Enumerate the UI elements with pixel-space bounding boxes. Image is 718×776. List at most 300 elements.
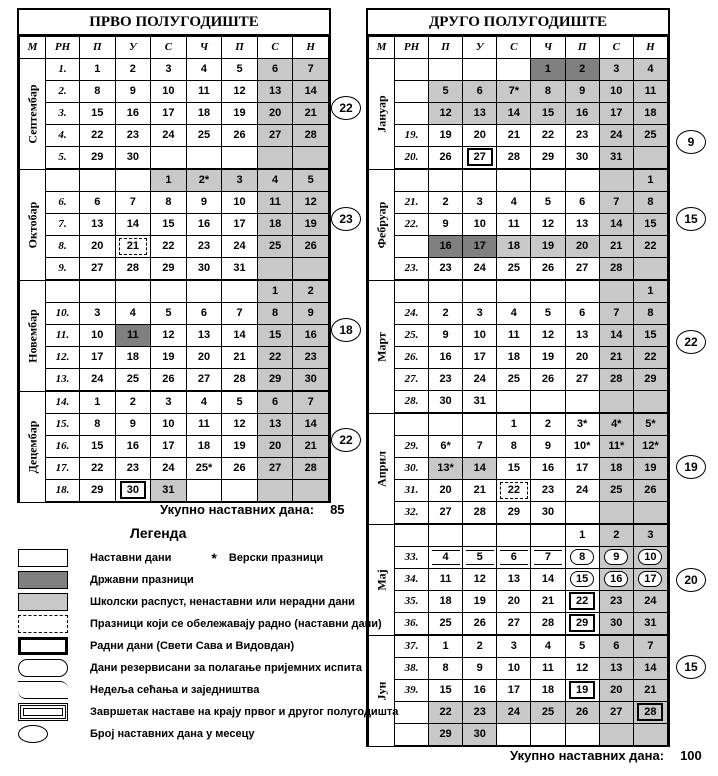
day-cell: 2 xyxy=(429,303,463,325)
day-cell: 9 xyxy=(429,325,463,347)
day-cell: 11 xyxy=(633,81,667,103)
day-cell: 5 xyxy=(531,192,565,214)
column-header: С xyxy=(497,37,531,59)
day-cell: 15 xyxy=(531,103,565,125)
month-count-circle: 22 xyxy=(331,428,361,452)
day-cell xyxy=(115,169,151,192)
day-cell xyxy=(497,724,531,747)
day-cell: 21 xyxy=(115,236,151,258)
day-cell xyxy=(186,480,222,503)
day-cell: 12 xyxy=(151,325,187,347)
day-cell: 28 xyxy=(531,613,565,636)
first-semester-calendar xyxy=(17,8,331,503)
day-cell: 26 xyxy=(151,369,187,392)
day-cell: 4 xyxy=(257,169,293,192)
legend-item xyxy=(18,592,355,612)
day-cell: 25 xyxy=(633,125,667,147)
column-header: Н xyxy=(293,37,329,59)
month-label: Септембар xyxy=(20,59,46,170)
day-cell: 16 xyxy=(115,103,151,125)
day-cell: 15 xyxy=(257,325,293,347)
column-header: Ч xyxy=(531,37,565,59)
week-number xyxy=(395,103,429,125)
day-cell: 20 xyxy=(257,103,293,125)
day-cell: 7 xyxy=(115,192,151,214)
day-cell: 8 xyxy=(633,303,667,325)
day-cell: 3 xyxy=(463,192,497,214)
day-cell: 29 xyxy=(80,147,116,170)
day-cell: 10 xyxy=(599,81,633,103)
day-cell: 2* xyxy=(186,169,222,192)
school-break-swatch xyxy=(18,593,68,611)
day-cell: 3 xyxy=(497,635,531,658)
day-cell: 17 xyxy=(222,214,258,236)
day-cell: 13 xyxy=(257,81,293,103)
week-number: 21. xyxy=(395,192,429,214)
day-cell: 22 xyxy=(497,480,531,502)
day-cell xyxy=(151,280,187,303)
day-cell: 5 xyxy=(531,303,565,325)
day-cell xyxy=(599,280,633,303)
week-number xyxy=(395,169,429,192)
day-cell: 30 xyxy=(565,147,599,170)
month-count-circle: 15 xyxy=(676,207,706,231)
day-cell: 23 xyxy=(115,458,151,480)
day-cell: 14 xyxy=(599,325,633,347)
month-label: Децембар xyxy=(20,391,46,502)
day-cell xyxy=(293,147,329,170)
day-cell: 15 xyxy=(429,680,463,702)
day-cell: 24 xyxy=(222,236,258,258)
day-cell: 6 xyxy=(565,192,599,214)
day-cell: 8 xyxy=(531,81,565,103)
day-cell: 20 xyxy=(257,436,293,458)
day-cell: 15 xyxy=(151,214,187,236)
week-number: 33. xyxy=(395,547,429,569)
legend-item xyxy=(18,636,294,656)
day-cell xyxy=(565,169,599,192)
working-day-swatch xyxy=(18,637,68,655)
day-cell xyxy=(115,280,151,303)
day-cell: 11 xyxy=(186,414,222,436)
week-number: 27. xyxy=(395,369,429,391)
day-cell: 28 xyxy=(293,458,329,480)
day-cell: 22 xyxy=(80,125,116,147)
day-cell: 5 xyxy=(151,303,187,325)
column-header: Н xyxy=(633,37,667,59)
week-number: 30. xyxy=(395,458,429,480)
day-cell: 3 xyxy=(80,303,116,325)
legend-label: Празници који се обележавају радно (наставни дани) xyxy=(90,618,382,630)
day-cell: 30 xyxy=(115,147,151,170)
week-number: 15. xyxy=(46,414,80,436)
day-cell: 9 xyxy=(115,81,151,103)
day-cell: 19 xyxy=(429,125,463,147)
legend-item xyxy=(18,658,362,678)
day-cell: 2 xyxy=(115,59,151,81)
week-number: 25. xyxy=(395,325,429,347)
day-cell: 12 xyxy=(293,192,329,214)
remembrance-week-swatch xyxy=(18,681,68,699)
day-cell: 30 xyxy=(186,258,222,281)
column-header: РН xyxy=(395,37,429,59)
day-cell: 29 xyxy=(429,724,463,747)
day-cell: 14 xyxy=(599,214,633,236)
week-number: 9. xyxy=(46,258,80,281)
day-cell xyxy=(531,169,565,192)
week-number: 14. xyxy=(46,391,80,414)
day-cell: 1 xyxy=(257,280,293,303)
day-cell: 6 xyxy=(186,303,222,325)
week-number: 19. xyxy=(395,125,429,147)
day-cell: 18 xyxy=(497,347,531,369)
day-cell: 29 xyxy=(257,369,293,392)
day-cell: 7 xyxy=(531,547,565,569)
week-number: 8. xyxy=(46,236,80,258)
day-cell: 10* xyxy=(565,436,599,458)
day-cell: 28 xyxy=(222,369,258,392)
week-number: 34. xyxy=(395,569,429,591)
day-cell: 31 xyxy=(222,258,258,281)
day-cell xyxy=(633,258,667,281)
total-value: 85 xyxy=(330,502,345,517)
day-cell: 14 xyxy=(531,569,565,591)
week-number: 18. xyxy=(46,480,80,503)
day-cell: 19 xyxy=(531,236,565,258)
day-cell: 23 xyxy=(186,236,222,258)
week-number: 24. xyxy=(395,303,429,325)
column-header: П xyxy=(222,37,258,59)
week-number: 23. xyxy=(395,258,429,281)
day-cell xyxy=(222,147,258,170)
day-cell: 27 xyxy=(257,458,293,480)
month-label: Март xyxy=(369,280,395,413)
day-cell: 25 xyxy=(531,702,565,724)
day-cell: 31 xyxy=(463,391,497,414)
day-cell xyxy=(633,502,667,525)
day-cell: 7 xyxy=(633,635,667,658)
day-cell: 20 xyxy=(497,591,531,613)
day-cell: 28 xyxy=(599,258,633,281)
month-count-circle: 22 xyxy=(676,330,706,354)
day-cell xyxy=(531,280,565,303)
day-cell xyxy=(565,391,599,414)
day-cell: 28 xyxy=(115,258,151,281)
day-cell: 14 xyxy=(633,658,667,680)
day-cell: 24 xyxy=(151,125,187,147)
day-cell: 14 xyxy=(293,81,329,103)
day-cell: 22 xyxy=(531,125,565,147)
religious-holiday-symbol: * xyxy=(211,550,217,566)
day-cell: 4 xyxy=(186,59,222,81)
day-cell: 13 xyxy=(599,658,633,680)
day-cell xyxy=(463,169,497,192)
first-semester-total xyxy=(160,502,345,517)
day-cell: 17 xyxy=(151,103,187,125)
day-cell: 19 xyxy=(633,458,667,480)
day-cell: 20 xyxy=(565,236,599,258)
day-cell: 8 xyxy=(151,192,187,214)
day-cell: 19 xyxy=(463,591,497,613)
day-cell: 5* xyxy=(633,413,667,436)
day-cell: 21 xyxy=(497,125,531,147)
month-label: Јун xyxy=(369,635,395,746)
day-cell: 25 xyxy=(497,369,531,391)
day-cell: 20 xyxy=(80,236,116,258)
legend-label: Завршетак наставе на крају првог и другог полугодишта xyxy=(90,706,399,718)
day-cell: 4 xyxy=(429,547,463,569)
working-holiday-swatch xyxy=(18,615,68,633)
week-number xyxy=(46,280,80,303)
month-count-circle: 22 xyxy=(331,96,361,120)
second-semester-table xyxy=(368,36,668,747)
day-cell xyxy=(80,280,116,303)
day-cell: 17 xyxy=(497,680,531,702)
day-cell xyxy=(599,724,633,747)
day-cell: 12 xyxy=(429,103,463,125)
day-cell: 31 xyxy=(633,613,667,636)
day-cell: 28 xyxy=(463,502,497,525)
week-number: 6. xyxy=(46,192,80,214)
day-cell: 19 xyxy=(565,680,599,702)
day-cell: 23 xyxy=(599,591,633,613)
day-cell: 27 xyxy=(565,258,599,281)
day-cell xyxy=(151,147,187,170)
day-cell: 8 xyxy=(80,414,116,436)
month-count-circle: 20 xyxy=(676,568,706,592)
week-number xyxy=(395,702,429,724)
week-number xyxy=(395,413,429,436)
day-cell: 15 xyxy=(633,214,667,236)
week-number: 3. xyxy=(46,103,80,125)
legend-label: Верски празници xyxy=(228,552,324,564)
week-number: 20. xyxy=(395,147,429,170)
day-cell xyxy=(463,280,497,303)
day-cell: 18 xyxy=(257,214,293,236)
day-cell: 19 xyxy=(222,103,258,125)
day-cell: 26 xyxy=(531,369,565,391)
day-cell xyxy=(463,524,497,547)
day-cell: 20 xyxy=(463,125,497,147)
week-number xyxy=(395,724,429,747)
week-number: 39. xyxy=(395,680,429,702)
day-cell: 24 xyxy=(599,125,633,147)
day-cell: 26 xyxy=(222,125,258,147)
day-cell: 27 xyxy=(186,369,222,392)
week-number xyxy=(395,59,429,81)
day-cell: 26 xyxy=(463,613,497,636)
day-cell: 19 xyxy=(151,347,187,369)
week-number: 11. xyxy=(46,325,80,347)
week-number: 26. xyxy=(395,347,429,369)
day-cell: 7 xyxy=(599,192,633,214)
week-number: 29. xyxy=(395,436,429,458)
day-cell: 15 xyxy=(565,569,599,591)
day-cell: 25 xyxy=(429,613,463,636)
day-cell: 3 xyxy=(599,59,633,81)
day-cell: 4 xyxy=(186,391,222,414)
day-cell: 3* xyxy=(565,413,599,436)
day-cell: 24 xyxy=(80,369,116,392)
day-cell xyxy=(429,413,463,436)
legend-label: Број наставних дана у месецу xyxy=(90,728,255,740)
day-cell: 5 xyxy=(463,547,497,569)
legend-item xyxy=(18,614,382,634)
day-cell: 6 xyxy=(565,303,599,325)
day-cell: 30 xyxy=(429,391,463,414)
day-cell: 14 xyxy=(497,103,531,125)
day-cell: 2 xyxy=(531,413,565,436)
day-cell xyxy=(429,169,463,192)
day-cell: 7* xyxy=(497,81,531,103)
day-cell: 16 xyxy=(429,347,463,369)
week-number: 2. xyxy=(46,81,80,103)
teaching-day-swatch xyxy=(18,549,68,567)
day-cell: 18 xyxy=(186,103,222,125)
day-cell xyxy=(497,391,531,414)
day-cell xyxy=(565,724,599,747)
day-cell xyxy=(257,480,293,503)
week-number: 5. xyxy=(46,147,80,170)
month-label: Октобар xyxy=(20,169,46,280)
day-count-circle-swatch xyxy=(18,725,48,743)
day-cell: 2 xyxy=(599,524,633,547)
week-number: 37. xyxy=(395,635,429,658)
day-cell: 22 xyxy=(565,591,599,613)
legend-item xyxy=(18,570,194,590)
state-holiday-swatch xyxy=(18,571,68,589)
day-cell: 31 xyxy=(599,147,633,170)
total-label: Укупно наставних дана: xyxy=(510,748,665,763)
column-header: Ч xyxy=(186,37,222,59)
day-cell xyxy=(222,480,258,503)
day-cell: 6 xyxy=(497,547,531,569)
week-number xyxy=(46,169,80,192)
day-cell: 18 xyxy=(115,347,151,369)
day-cell xyxy=(293,258,329,281)
day-cell: 30 xyxy=(599,613,633,636)
day-cell: 13 xyxy=(463,103,497,125)
day-cell: 26 xyxy=(565,702,599,724)
day-cell: 4 xyxy=(633,59,667,81)
day-cell: 19 xyxy=(293,214,329,236)
day-cell: 20 xyxy=(565,347,599,369)
day-cell: 17 xyxy=(80,347,116,369)
day-cell xyxy=(497,280,531,303)
day-cell: 10 xyxy=(80,325,116,347)
day-cell: 23 xyxy=(429,369,463,391)
week-number: 36. xyxy=(395,613,429,636)
day-cell: 9 xyxy=(531,436,565,458)
day-cell: 26 xyxy=(222,458,258,480)
day-cell: 24 xyxy=(463,369,497,391)
day-cell: 26 xyxy=(293,236,329,258)
day-cell: 4 xyxy=(497,192,531,214)
total-value: 100 xyxy=(680,748,702,763)
day-cell: 6 xyxy=(463,81,497,103)
day-cell: 1 xyxy=(80,59,116,81)
day-cell: 8 xyxy=(633,192,667,214)
week-number xyxy=(395,236,429,258)
day-cell xyxy=(463,59,497,81)
column-header: РН xyxy=(46,37,80,59)
week-number: 22. xyxy=(395,214,429,236)
day-cell: 7 xyxy=(293,391,329,414)
day-cell: 10 xyxy=(463,325,497,347)
week-number: 10. xyxy=(46,303,80,325)
day-cell: 2 xyxy=(565,59,599,81)
day-cell: 10 xyxy=(497,658,531,680)
week-number xyxy=(395,81,429,103)
day-cell: 4 xyxy=(497,303,531,325)
day-cell: 21 xyxy=(293,436,329,458)
day-cell: 22 xyxy=(429,702,463,724)
day-cell: 16 xyxy=(599,569,633,591)
day-cell: 9 xyxy=(293,303,329,325)
day-cell: 1 xyxy=(80,391,116,414)
day-cell: 31 xyxy=(151,480,187,503)
day-cell: 12 xyxy=(222,81,258,103)
day-cell: 3 xyxy=(151,391,187,414)
day-cell xyxy=(497,524,531,547)
day-cell: 22 xyxy=(633,236,667,258)
day-cell: 11* xyxy=(599,436,633,458)
day-cell: 10 xyxy=(633,547,667,569)
day-cell: 26 xyxy=(531,258,565,281)
day-cell: 30 xyxy=(463,724,497,747)
day-cell: 13 xyxy=(257,414,293,436)
day-cell: 25 xyxy=(599,480,633,502)
day-cell: 14 xyxy=(463,458,497,480)
month-label: Новембар xyxy=(20,280,46,391)
day-cell xyxy=(531,524,565,547)
week-number: 7. xyxy=(46,214,80,236)
day-cell xyxy=(599,391,633,414)
day-cell: 8 xyxy=(565,547,599,569)
day-cell: 8 xyxy=(80,81,116,103)
day-cell: 11 xyxy=(115,325,151,347)
legend-item xyxy=(18,724,255,744)
day-cell: 22 xyxy=(633,347,667,369)
month-count-circle: 23 xyxy=(331,207,361,231)
day-cell: 13 xyxy=(497,569,531,591)
column-header: С xyxy=(599,37,633,59)
day-cell: 21 xyxy=(293,103,329,125)
week-number: 28. xyxy=(395,391,429,414)
day-cell: 16 xyxy=(186,214,222,236)
day-cell: 22 xyxy=(80,458,116,480)
day-cell: 4* xyxy=(599,413,633,436)
legend-label: Наставни дани xyxy=(90,552,172,564)
day-cell: 21 xyxy=(599,236,633,258)
day-cell: 17 xyxy=(565,458,599,480)
second-semester-calendar xyxy=(366,8,670,747)
day-cell xyxy=(633,724,667,747)
month-label: Јануар xyxy=(369,59,395,170)
day-cell xyxy=(186,147,222,170)
day-cell: 25 xyxy=(115,369,151,392)
day-cell: 16 xyxy=(429,236,463,258)
day-cell: 18 xyxy=(429,591,463,613)
day-cell: 18 xyxy=(186,436,222,458)
day-cell: 12* xyxy=(633,436,667,458)
day-cell: 28 xyxy=(293,125,329,147)
day-cell: 12 xyxy=(531,325,565,347)
day-cell xyxy=(497,59,531,81)
week-number: 4. xyxy=(46,125,80,147)
day-cell: 14 xyxy=(222,325,258,347)
day-cell: 9 xyxy=(186,192,222,214)
